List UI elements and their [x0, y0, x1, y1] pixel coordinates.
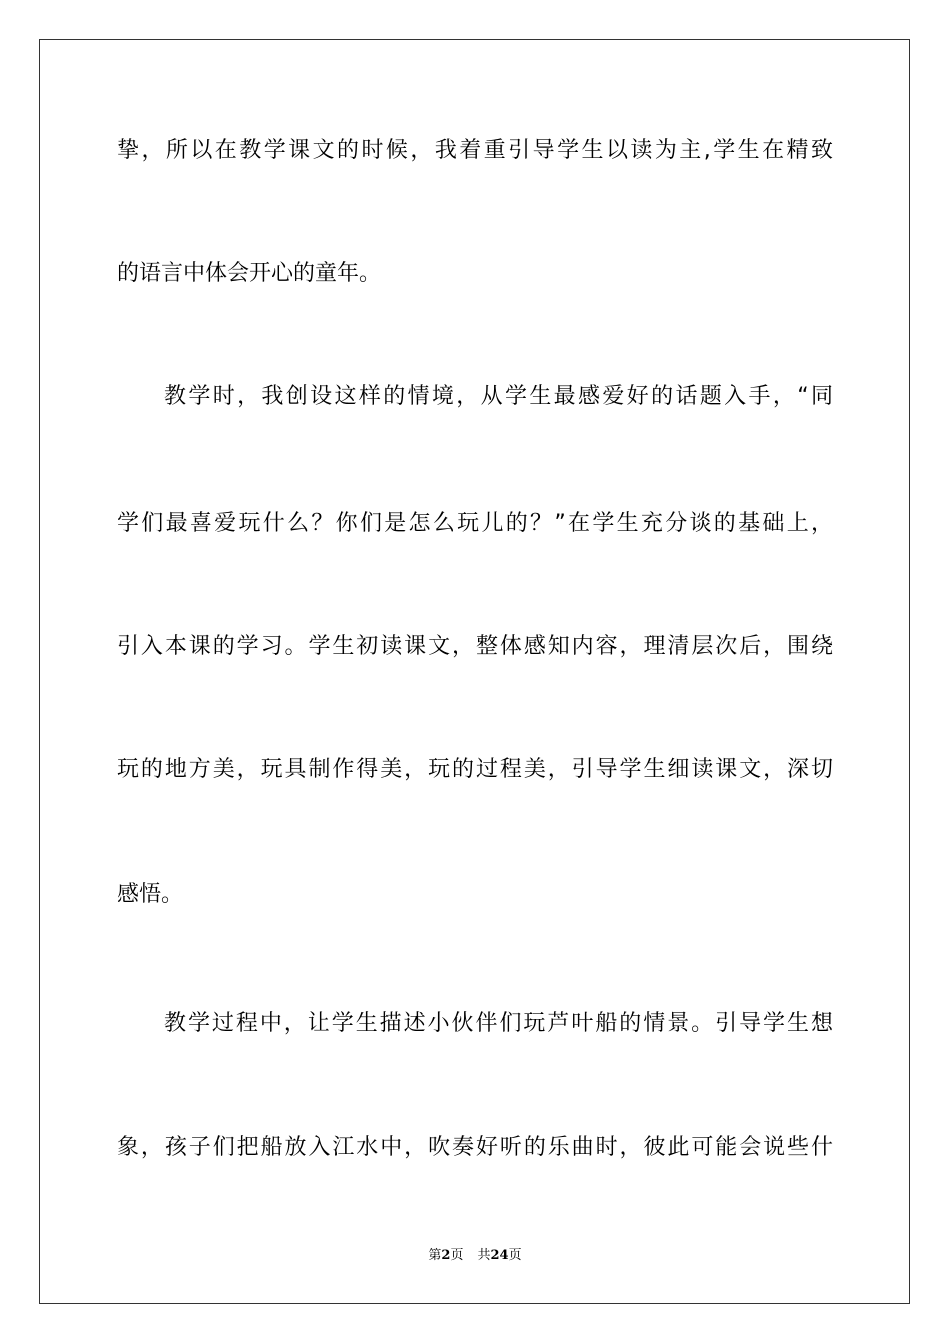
body-text-line: 学们最喜爱玩什么？你们是怎么玩儿的？”在学生充分谈的基础上，	[117, 511, 833, 536]
page-footer	[0, 1246, 950, 1266]
body-text-line: 引入本课的学习。学生初读课文，整体感知内容，理清层次后，围绕	[117, 634, 833, 659]
total-suffix: 页	[508, 1248, 522, 1263]
page-number: 2	[441, 1248, 451, 1263]
paragraph-first-line: 教学时，我创设这样的情境，从学生最感爱好的话题入手，“同	[164, 384, 833, 409]
total-pages: 24	[490, 1248, 509, 1263]
body-text-line: 感悟。	[117, 882, 184, 907]
body-text-line: 的语言中体会开心的童年。	[117, 261, 382, 286]
body-text-line: 挚，所以在教学课文的时候，我着重引导学生以读为主,学生在精致	[117, 138, 833, 163]
body-text-line: 玩的地方美，玩具制作得美，玩的过程美，引导学生细读课文，深切	[117, 757, 833, 782]
paragraph-first-line: 教学过程中，让学生描述小伙伴们玩芦叶船的情景。引导学生想	[164, 1011, 833, 1036]
page-border	[39, 39, 910, 1304]
body-text-line: 象，孩子们把船放入江水中，吹奏好听的乐曲时，彼此可能会说些什	[117, 1135, 833, 1160]
page-prefix: 第	[428, 1248, 442, 1263]
total-prefix: 共	[477, 1248, 491, 1263]
page-suffix: 页	[450, 1248, 464, 1263]
